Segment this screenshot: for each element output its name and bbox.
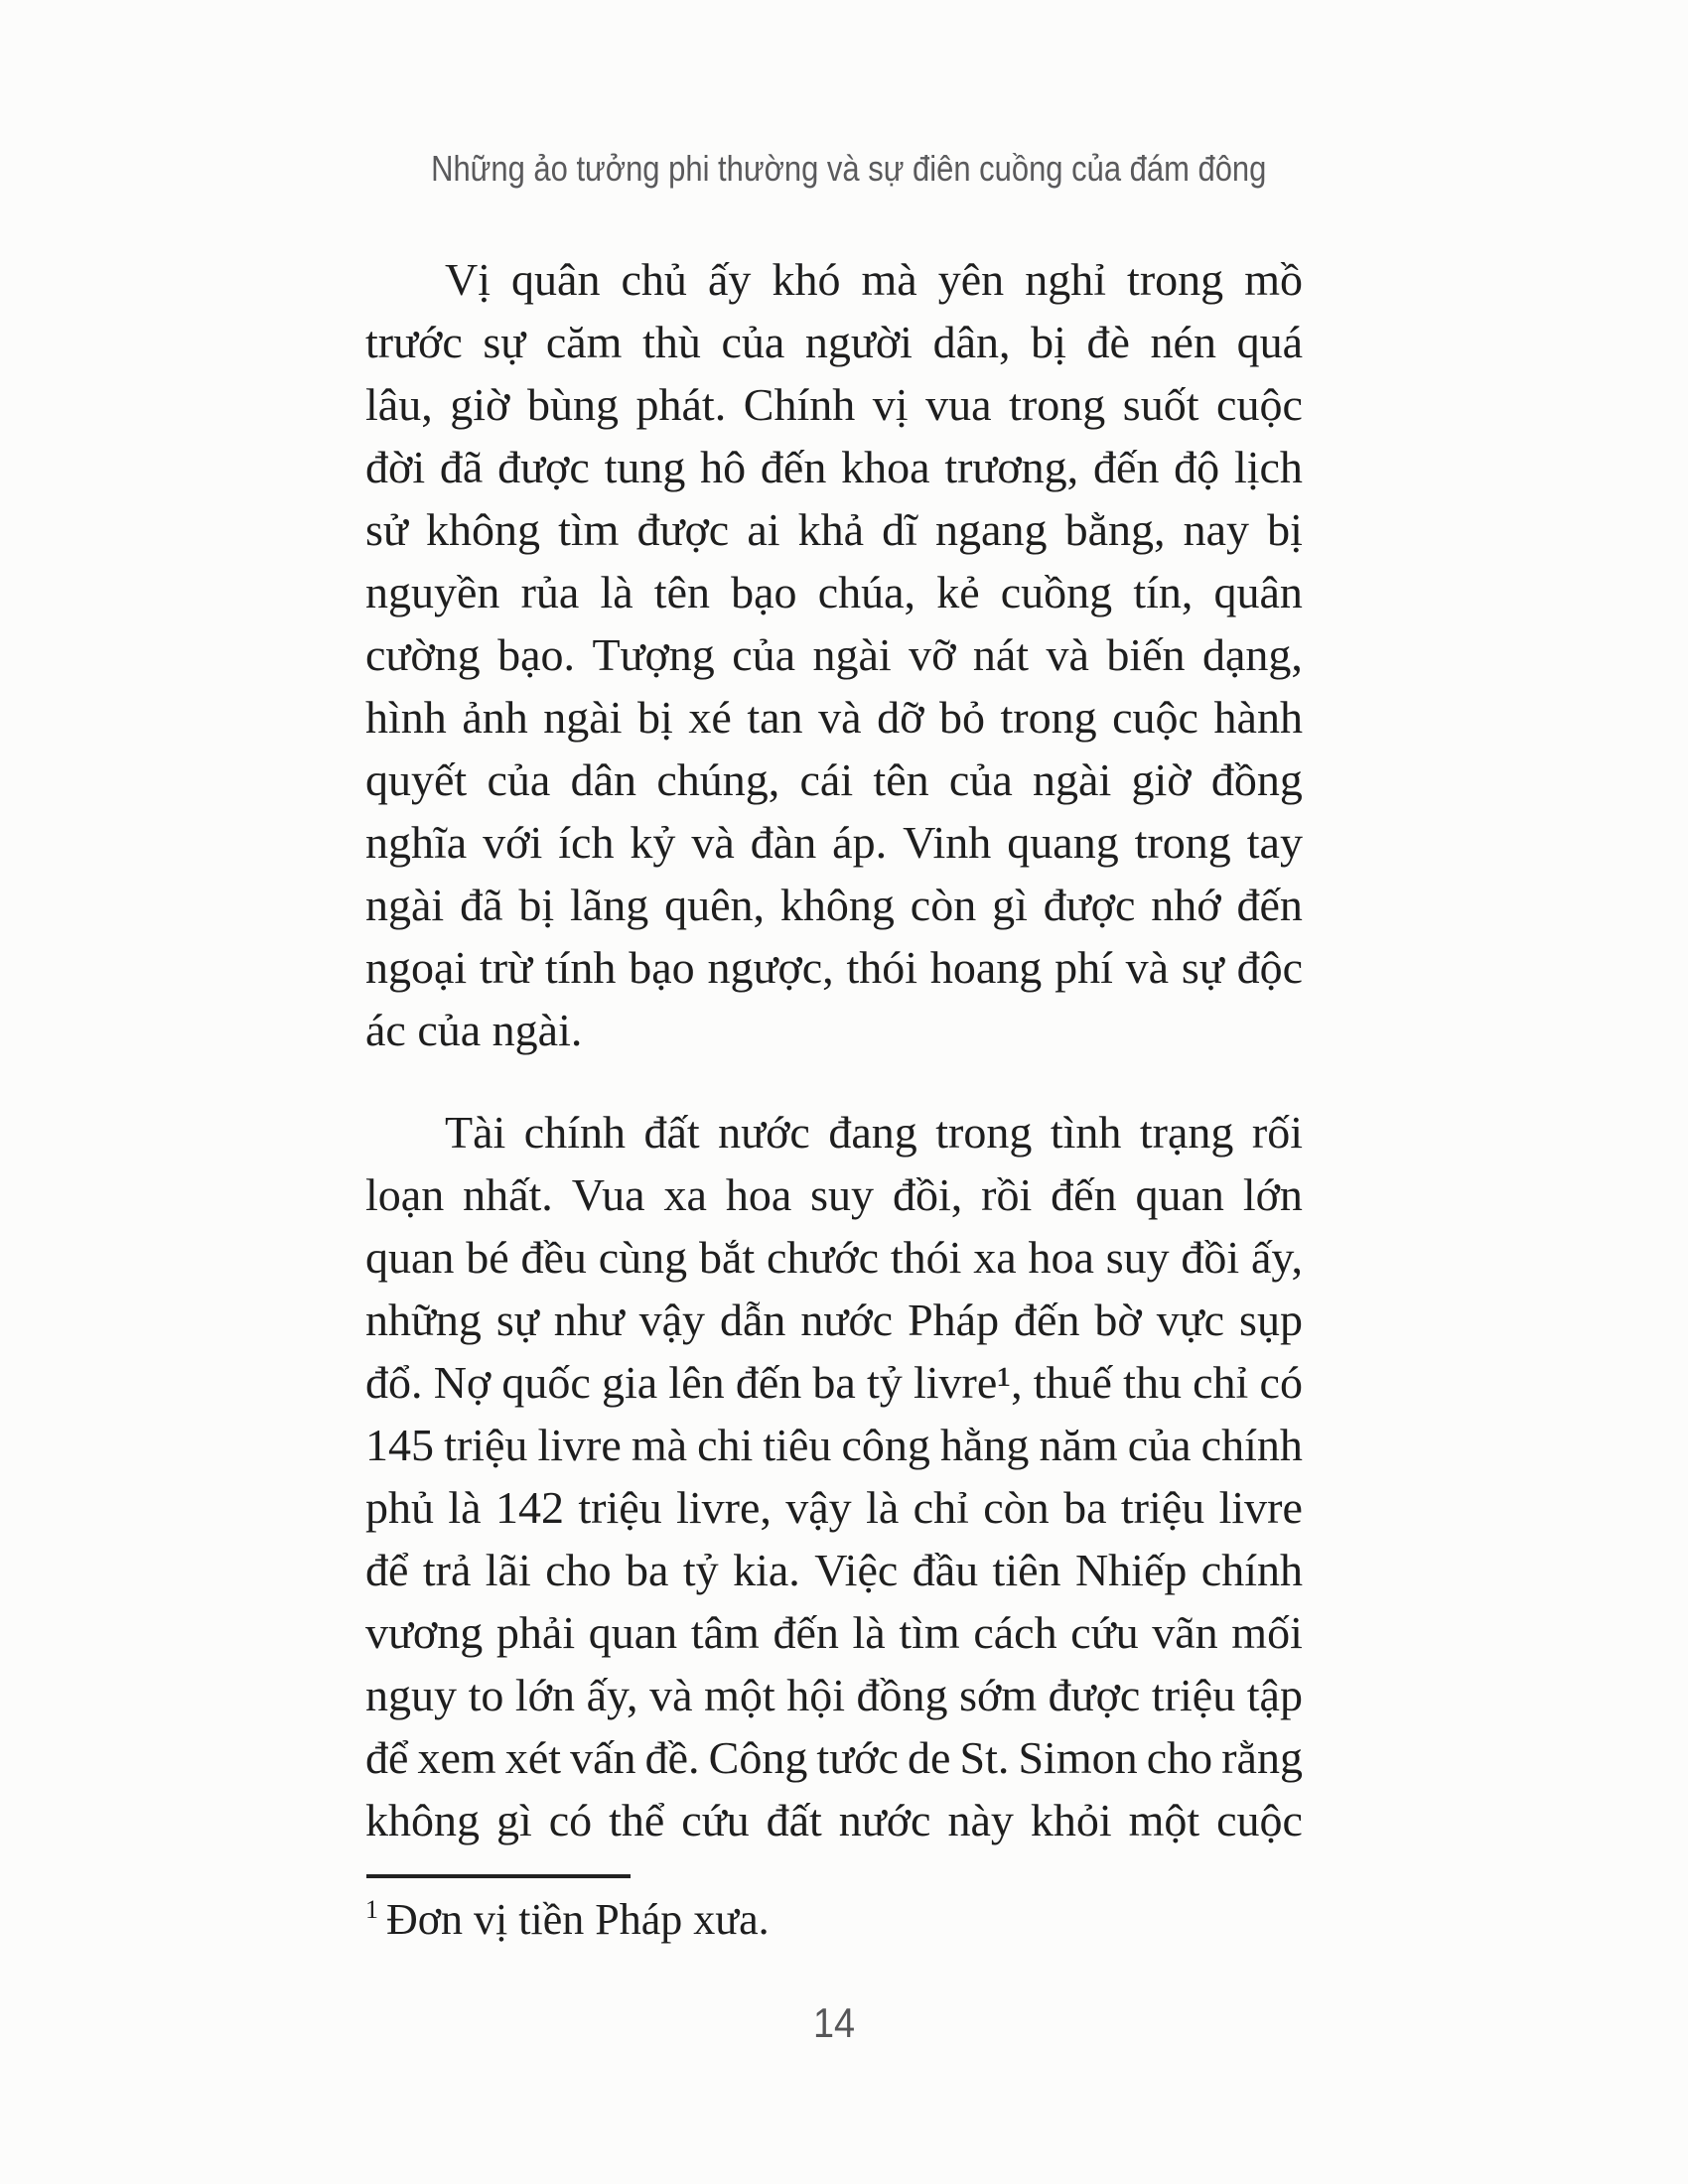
- text-line: hình ảnh ngài bị xé tan và dỡ bỏ trong cuộc hành: [365, 692, 1303, 743]
- text-line: 145 triệu livre mà chi tiêu công hằng năm của chính: [365, 1420, 1303, 1470]
- text-line: ngoại trừ tính bạo ngược, thói hoang phí và sự độc: [365, 942, 1303, 993]
- body-text: [365, 248, 1303, 1851]
- text-line: nguy to lớn ấy, và một hội đồng sớm được triệu tập: [365, 1670, 1303, 1720]
- text-line: không gì có thể cứu đất nước này khỏi một cuộc: [365, 1795, 1303, 1845]
- text-line: đời đã được tung hô đến khoa trương, đến độ lịch: [365, 442, 1303, 492]
- text-line: loạn nhất. Vua xa hoa suy đồi, rồi đến quan lớn: [365, 1169, 1303, 1220]
- text-line: vương phải quan tâm đến là tìm cách cứu vãn mối: [365, 1607, 1303, 1658]
- text-line: Tài chính đất nước đang trong tình trạng rối: [445, 1107, 1303, 1158]
- text-line: ác của ngài.: [365, 1005, 583, 1055]
- text-line: nguyền rủa là tên bạo chúa, kẻ cuồng tín, quân: [365, 567, 1303, 617]
- footnote-divider: [366, 1874, 631, 1878]
- text-line: Vị quân chủ ấy khó mà yên nghỉ trong mồ: [445, 254, 1303, 305]
- paragraph-1: [365, 248, 1303, 1061]
- footnote: [365, 1892, 1303, 1948]
- text-line: sử không tìm được ai khả dĩ ngang bằng, nay bị: [365, 504, 1303, 555]
- text-line: phủ là 142 triệu livre, vậy là chỉ còn ba triệu livre: [365, 1482, 1303, 1533]
- text-line: những sự như vậy dẫn nước Pháp đến bờ vực sụp: [365, 1295, 1303, 1345]
- paragraph-2: [365, 1101, 1303, 1851]
- footnote-marker: 1: [365, 1895, 378, 1925]
- text-line: quan bé đều cùng bắt chước thói xa hoa suy đồi ấy,: [365, 1232, 1303, 1283]
- text-line: để xem xét vấn đề. Công tước de St. Simon cho rằng: [365, 1732, 1303, 1783]
- footnote-text: Đơn vị tiền Pháp xưa.: [386, 1895, 770, 1944]
- text-line: lâu, giờ bùng phát. Chính vị vua trong suốt cuộc: [365, 379, 1303, 430]
- text-line: cường bạo. Tượng của ngài vỡ nát và biến dạng,: [365, 629, 1303, 680]
- text-line: nghĩa với ích kỷ và đàn áp. Vinh quang trong tay: [365, 817, 1303, 868]
- page-number: 14: [812, 1999, 856, 2046]
- running-header: Những ảo tưởng phi thường và sự điên cuồng của đám đông: [431, 148, 1267, 189]
- text-line: quyết của dân chúng, cái tên của ngài giờ đồng: [365, 754, 1303, 805]
- text-line: đổ. Nợ quốc gia lên đến ba tỷ livre¹, thuế thu chỉ có: [365, 1357, 1303, 1408]
- text-line: trước sự căm thù của người dân, bị đè nén quá: [365, 317, 1303, 367]
- text-line: để trả lãi cho ba tỷ kia. Việc đầu tiên Nhiếp chính: [365, 1545, 1303, 1595]
- text-line: ngài đã bị lãng quên, không còn gì được nhớ đến: [365, 880, 1303, 930]
